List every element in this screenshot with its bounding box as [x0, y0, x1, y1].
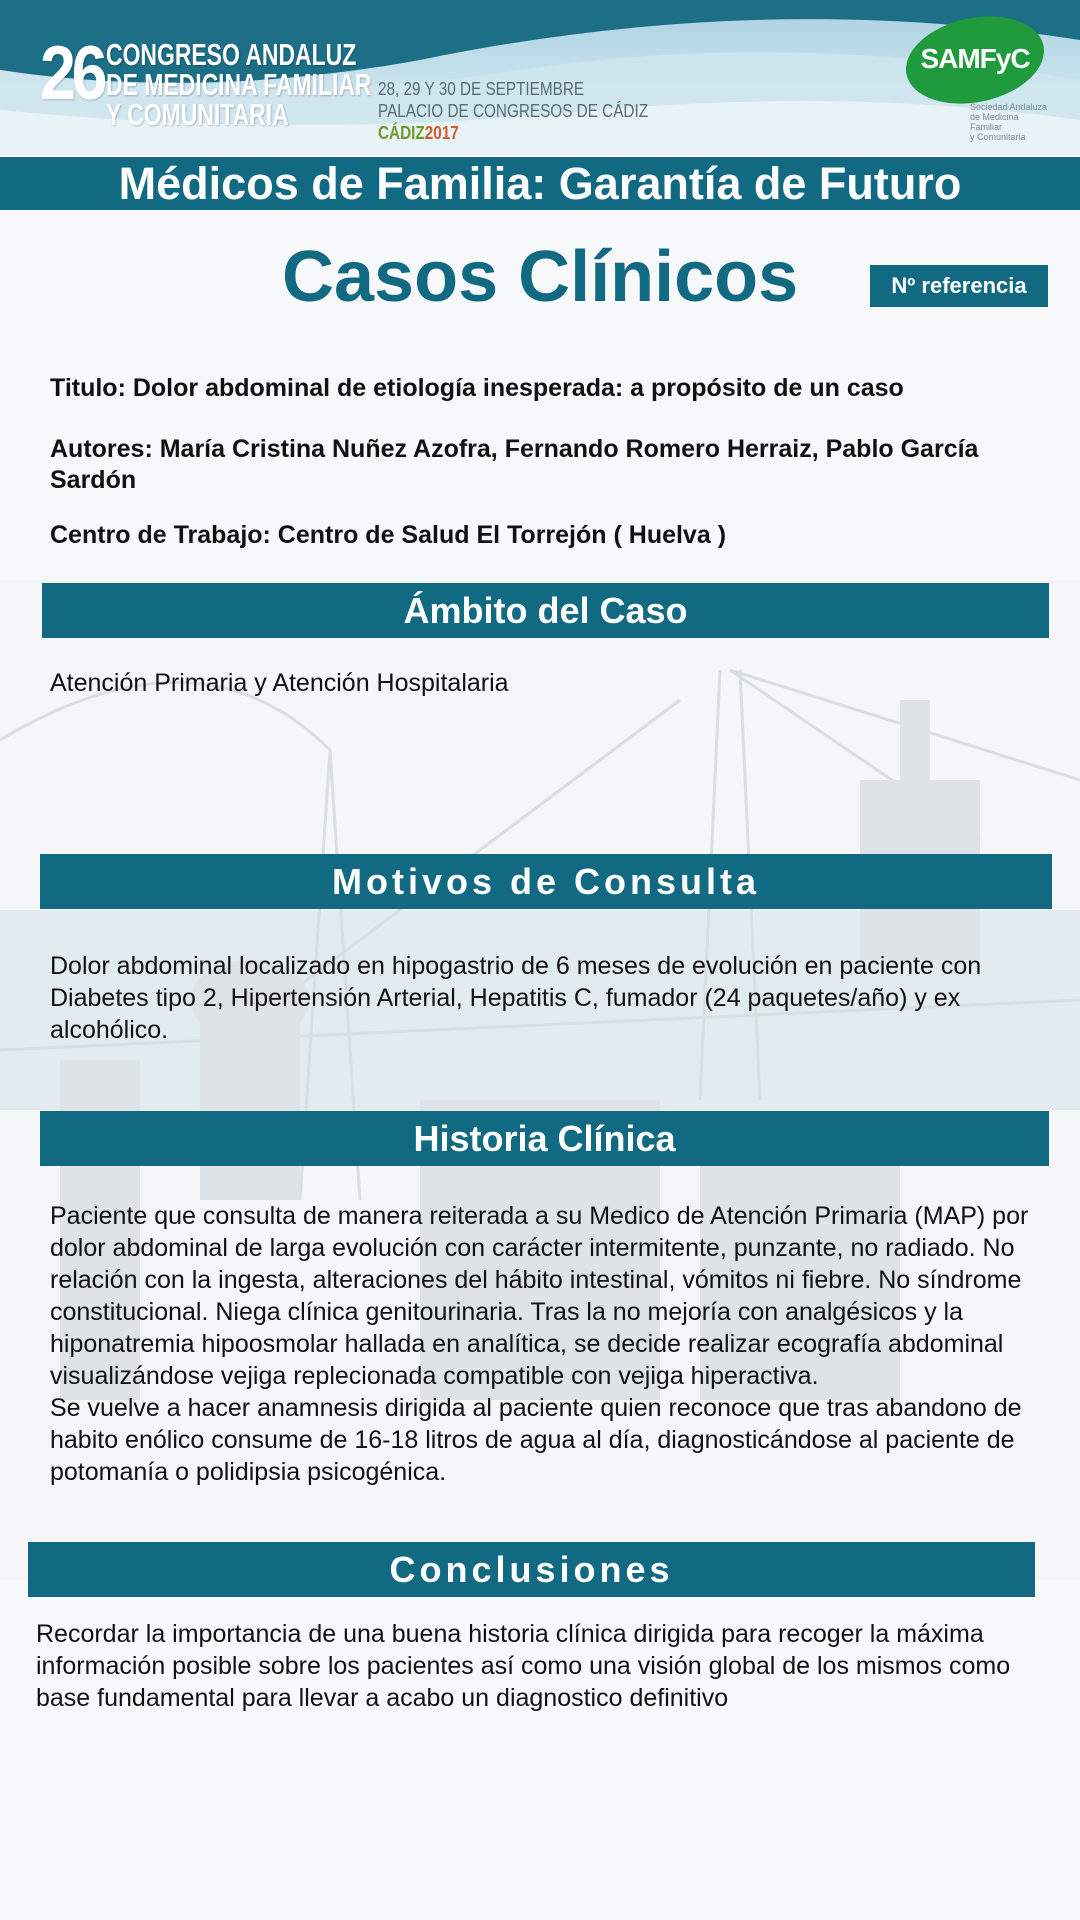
historia-paragraph: Se vuelve a hacer anamnesis dirigida al paciente quien reconoce que tras abandono de habito enólico consume de 16-18 litros de agua al día, diagnosticándose al paciente de potomanía o polidipsia psicogénica. [50, 1394, 1022, 1486]
event-venue: PALACIO DE CONGRESOS DE CÁDIZ [378, 101, 649, 121]
event-dates: 28, 29 Y 30 DE SEPTIEMBRE [378, 79, 585, 99]
page-title: Casos Clínicos [282, 237, 799, 317]
congress-name-line: Y COMUNITARIA [106, 97, 289, 132]
conclusiones-text: Recordar la importancia de una buena historia clínica dirigida para recoger la máxima información posible sobre los pacientes así como una visión global de los mismos como base fundamental para llevar a acabo un diagnostico definitivo [36, 1620, 1011, 1712]
reference-badge: Nº referencia [870, 265, 1048, 307]
ambito-text: Atención Primaria y Atención Hospitalaria [50, 669, 509, 697]
section-heading-ambito: Ámbito del Caso [42, 583, 1049, 638]
logo-subtitle-line: Sociedad Andaluza [970, 102, 1048, 112]
logo-text: SAMFyC [920, 43, 1030, 74]
case-title: Titulo: Dolor abdominal de etiología inesperada: a propósito de un caso [50, 374, 904, 402]
slogan: Médicos de Familia: Garantía de Futuro [118, 157, 962, 209]
historia-text [50, 1200, 1040, 1488]
section-heading-motivos: Motivos de Consulta [40, 854, 1052, 909]
logo-subtitle-line: y Comunitaria [970, 132, 1026, 142]
event-city: CÁDIZ [378, 123, 425, 143]
congress-number: 26 [40, 31, 104, 116]
congress-name-line: DE MEDICINA FAMILIAR [106, 67, 372, 102]
case-authors: Autores: María Cristina Nuñez Azofra, Fernando Romero Herraiz, Pablo García Sardón [50, 435, 979, 494]
congress-name-line: CONGRESO ANDALUZ [106, 37, 357, 72]
section-heading-historia: Historia Clínica [40, 1111, 1049, 1166]
historia-paragraph: Paciente que consulta de manera reiterada a su Medico de Atención Primaria (MAP) por dolor abdominal de larga evolución con carácter intermitente, punzante, no radiado. No relación con la ingesta, alteraciones del hábito intestinal, vómitos ni fiebre. No síndrome constitucional. Niega clínica genitourinaria. Tras la no mejoría con analgésicos y la hiponatremia hipoosmolar hallada en analítica, se decide realizar ecografía abdominal visualizándose vejiga replecionada compatible con vejiga hiperactiva. [50, 1202, 1029, 1390]
logo-subtitle-line: de Medicina Familiar [970, 112, 1019, 132]
event-year: 2017 [424, 123, 459, 143]
motivos-text: Dolor abdominal localizado en hipogastrio de 6 meses de evolución en paciente con Diabetes tipo 2, Hipertensión Arterial, Hepatitis C, fumador (24 paquetes/año) y ex alcohólico. [50, 952, 982, 1044]
work-center: Centro de Trabajo: Centro de Salud El Torrejón ( Huelva ) [50, 521, 727, 549]
section-heading-conclusiones: Conclusiones [28, 1542, 1035, 1597]
